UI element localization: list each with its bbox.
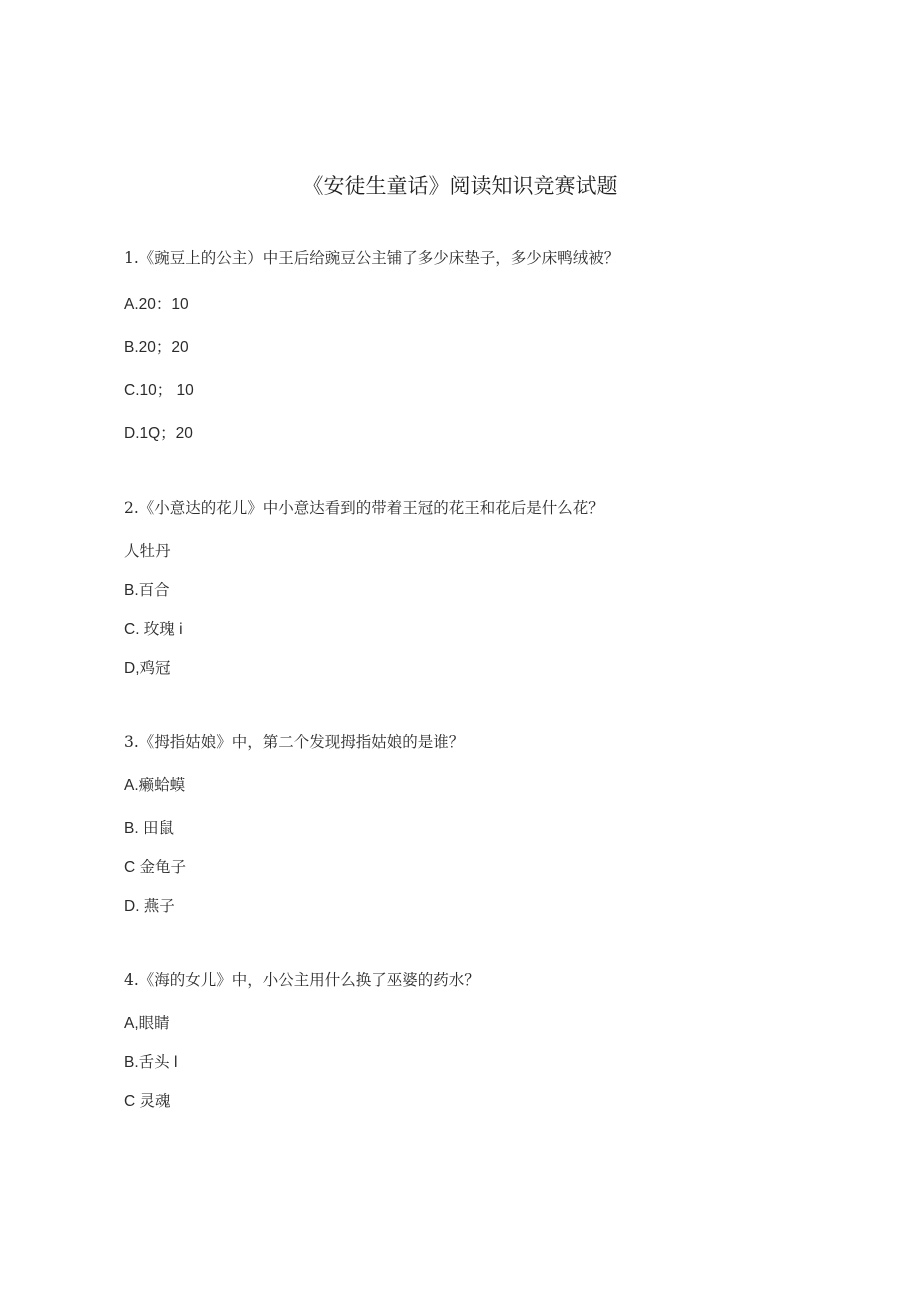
question-1: 1.《豌豆上的公主）中王后给豌豆公主铺了多少床垫子，多少床鸭绒被？ [124, 249, 620, 267]
question-1-option-a: A.20：10 [124, 296, 189, 313]
question-4-option-c: C 灵魂 [124, 1093, 171, 1110]
question-2-option-a: 人牡丹 [124, 543, 171, 560]
question-4: 4.《海的女儿》中，小公主用什么换了巫婆的药水？ [124, 971, 480, 989]
question-2-option-b: B.百合 [124, 582, 170, 599]
question-1-option-d: D.1Q；20 [124, 425, 193, 442]
question-2-option-c: C. 玫瑰 i [124, 621, 183, 638]
question-4-option-a: A,眼睛 [124, 1015, 170, 1032]
question-2-option-d: D,鸡冠 [124, 660, 171, 677]
question-2: 2.《小意达的花儿》中小意达看到的带着王冠的花王和花后是什么花？ [124, 499, 604, 517]
question-3-option-c: C 金龟子 [124, 859, 187, 876]
question-1-option-b: B.20；20 [124, 339, 189, 356]
question-3: 3.《拇指姑娘》中，第二个发现拇指姑娘的是谁？ [124, 733, 465, 751]
question-4-option-b: B.舌头 l [124, 1054, 178, 1071]
document-title: 《安徒生童话》阅读知识竞赛试题 [302, 174, 618, 198]
question-3-option-b: B. 田鼠 [124, 820, 174, 837]
question-3-option-a: A.癞蛤蟆 [124, 777, 186, 794]
question-1-option-c: C.10； 10 [124, 382, 194, 399]
question-3-option-d: D. 燕子 [124, 898, 175, 915]
